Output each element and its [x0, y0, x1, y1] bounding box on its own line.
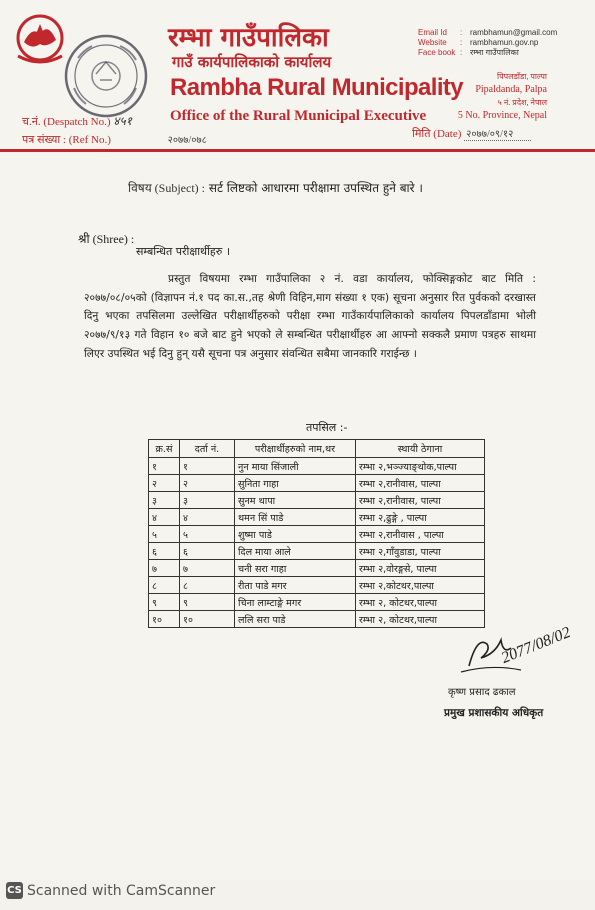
serial-cell: ८: [149, 577, 180, 594]
candidate-name-cell: शुष्मा पाडे: [235, 526, 356, 543]
candidate-name-cell: सुनम थापा: [235, 492, 356, 509]
contact-key: Email Id: [418, 28, 447, 37]
office-name-english: Office of the Rural Municipal Executive: [170, 108, 427, 124]
email-link: rambhamun@gmail.com: [470, 28, 558, 37]
address-cell: रम्भा २, कोटथर,पाल्पा: [356, 594, 485, 611]
address-line: Pipaldanda, Palpa: [475, 84, 547, 95]
header-divider: [0, 149, 595, 152]
office-name-nepali: गाउँ कार्यपालिकाको कार्यालय: [172, 53, 332, 71]
column-header: क्र.सं: [149, 440, 180, 458]
candidate-name-cell: नुन माया सिंजाली: [235, 458, 356, 475]
serial-cell: ७: [149, 560, 180, 577]
signature-date: 2077/08/02: [499, 623, 573, 667]
table-row: [149, 526, 485, 543]
candidates-table: [148, 439, 485, 628]
signer-designation: प्रमुख प्रशासकीय अधिकृत: [444, 707, 544, 719]
table-row: [149, 475, 485, 492]
ref-value: २०७७/०७८: [167, 135, 207, 146]
letter-subject: [128, 179, 423, 196]
subject-label: विषय (Subject) :: [128, 181, 205, 195]
registration-cell: ८: [180, 577, 235, 594]
scanner-watermark: [6, 882, 215, 899]
table-row: [149, 492, 485, 509]
address-cell: रम्भा २,ढुङ्गे , पाल्पा: [356, 509, 485, 526]
municipality-name-nepali: रम्भा गाउँपालिका: [168, 23, 329, 53]
facebook-link: रम्भा गाउँपालिका: [470, 48, 519, 57]
candidate-name-cell: चनी सरा गाहा: [235, 560, 356, 577]
candidate-name-cell: ललि सरा पाडे: [235, 611, 356, 628]
address-cell: रम्भा २,वोरङ्गसे, पाल्पा: [356, 560, 485, 577]
ref-label: पत्र संख्या : (Ref No.): [22, 134, 111, 146]
despatch-label: च.नं. (Despatch No.): [22, 116, 111, 128]
candidate-name-cell: थमन सिं पाडे: [235, 509, 356, 526]
address-cell: रम्भा २,रानीवास, पाल्पा: [356, 492, 485, 509]
date-label: मिति (Date): [412, 128, 462, 140]
table-header-row: [149, 440, 485, 458]
table-row: [149, 543, 485, 560]
table-row: [149, 509, 485, 526]
address-line: पिपलडाँडा, पाल्पा: [497, 72, 547, 81]
despatch-number: [22, 112, 132, 129]
details-heading: तपसिल :-: [306, 421, 348, 434]
address-cell: रम्भा २,रानीवास, पाल्पा: [356, 475, 485, 492]
contact-key: Website: [418, 38, 447, 47]
column-header: स्थायी ठेगाना: [356, 440, 485, 458]
serial-cell: ४: [149, 509, 180, 526]
serial-cell: ३: [149, 492, 180, 509]
scanner-text: Scanned with CamScanner: [27, 882, 216, 899]
letter-date: [412, 126, 531, 141]
office-address: [458, 70, 547, 122]
candidate-name-cell: रीता पाडे मगर: [235, 577, 356, 594]
address-line: ५ नं. प्रदेश, नेपाल: [497, 98, 547, 107]
reference-number: [22, 132, 207, 147]
registration-cell: १०: [180, 611, 235, 628]
contact-block: Email Id : rambhamun@gmail.com Website : rambhamun.gov.np Face book : रम्भा गाउँपालिका: [418, 28, 558, 57]
registration-cell: २: [180, 475, 235, 492]
address-cell: रम्भा २,गाँवुडाडा, पाल्पा: [356, 543, 485, 560]
candidate-name-cell: सुनिता गाहा: [235, 475, 356, 492]
serial-cell: ६: [149, 543, 180, 560]
serial-cell: २: [149, 475, 180, 492]
candidate-name-cell: दिल माया आले: [235, 543, 356, 560]
registration-cell: ७: [180, 560, 235, 577]
registration-cell: ६: [180, 543, 235, 560]
column-header: दर्ता नं.: [180, 440, 235, 458]
table-row: [149, 594, 485, 611]
handwritten-signature: [455, 618, 575, 678]
registration-cell: ५: [180, 526, 235, 543]
shree-label: श्री (Shree) :: [78, 232, 135, 246]
table-row: [149, 611, 485, 628]
municipality-name-english: Rambha Rural Municipality: [170, 74, 464, 101]
address-line: 5 No. Province, Nepal: [457, 110, 547, 121]
candidate-name-cell: चिना लाम्टाङ्गे मगर: [235, 594, 356, 611]
subject-text: सर्ट लिष्टको आधारमा परीक्षामा उपस्थित हुने बारे ।: [208, 181, 423, 195]
camscanner-logo-icon: CS: [6, 882, 23, 899]
date-value: २०७७/०९/१२: [464, 129, 531, 141]
table-row: [149, 577, 485, 594]
address-cell: रम्भा २,कोटथर,पाल्पा: [356, 577, 485, 594]
serial-cell: १०: [149, 611, 180, 628]
website-link: rambhamun.gov.np: [470, 38, 539, 47]
column-header: परीक्षार्थीहरुको नाम,थर: [235, 440, 356, 458]
table-row: [149, 458, 485, 475]
addressee: सम्बन्धित परीक्षार्थीहरु ।: [136, 245, 231, 258]
letter-body: प्रस्तुत विषयमा रम्भा गाउँपालिका २ नं. वडा कार्यालय, फोक्सिङ्गकोट बाट मिति : २०७७/०८/०५को (विज्ञापन नं.१ पद का.स.,तह श्रेणी विहिन,माग संख्या १ एक) सूचना अनुसार रित पुर्वकको दरखास्त दिनु भएका तपसिलमा उल्लेखित परीक्षार्थीहरुको परीक्षा रम्भा गाउँकार्यपालिकाको कार्यालय पिपलडाँडामा भोली २०७७/९/१३ गते विहान १० बजे बाट हुने भएको ले सम्बन्धित परीक्षार्थीहरु आ आफ्नो सक्कलै प्रमाण पत्रहरु साथमा लिएर उपस्थित भई दिनु हुन् यसै सूचना पत्र अनुसार संवन्धित सबैमा जानकारि गराईन्छ ।: [84, 273, 536, 360]
contact-key: Face book: [418, 48, 456, 57]
address-cell: रम्भा २,रानीवास , पाल्पा: [356, 526, 485, 543]
registration-cell: ४: [180, 509, 235, 526]
address-cell: रम्भा २,भञ्ज्याङ्थोक,पाल्पा: [356, 458, 485, 475]
registration-cell: १: [180, 458, 235, 475]
table-row: [149, 560, 485, 577]
registration-cell: ९: [180, 594, 235, 611]
serial-cell: ५: [149, 526, 180, 543]
serial-cell: १: [149, 458, 180, 475]
despatch-value: ४५१: [113, 114, 133, 128]
signer-name: कृष्ण प्रसाद ढकाल: [448, 687, 516, 698]
address-cell: रम्भा २, कोटथर,पाल्पा: [356, 611, 485, 628]
serial-cell: ९: [149, 594, 180, 611]
registration-cell: ३: [180, 492, 235, 509]
